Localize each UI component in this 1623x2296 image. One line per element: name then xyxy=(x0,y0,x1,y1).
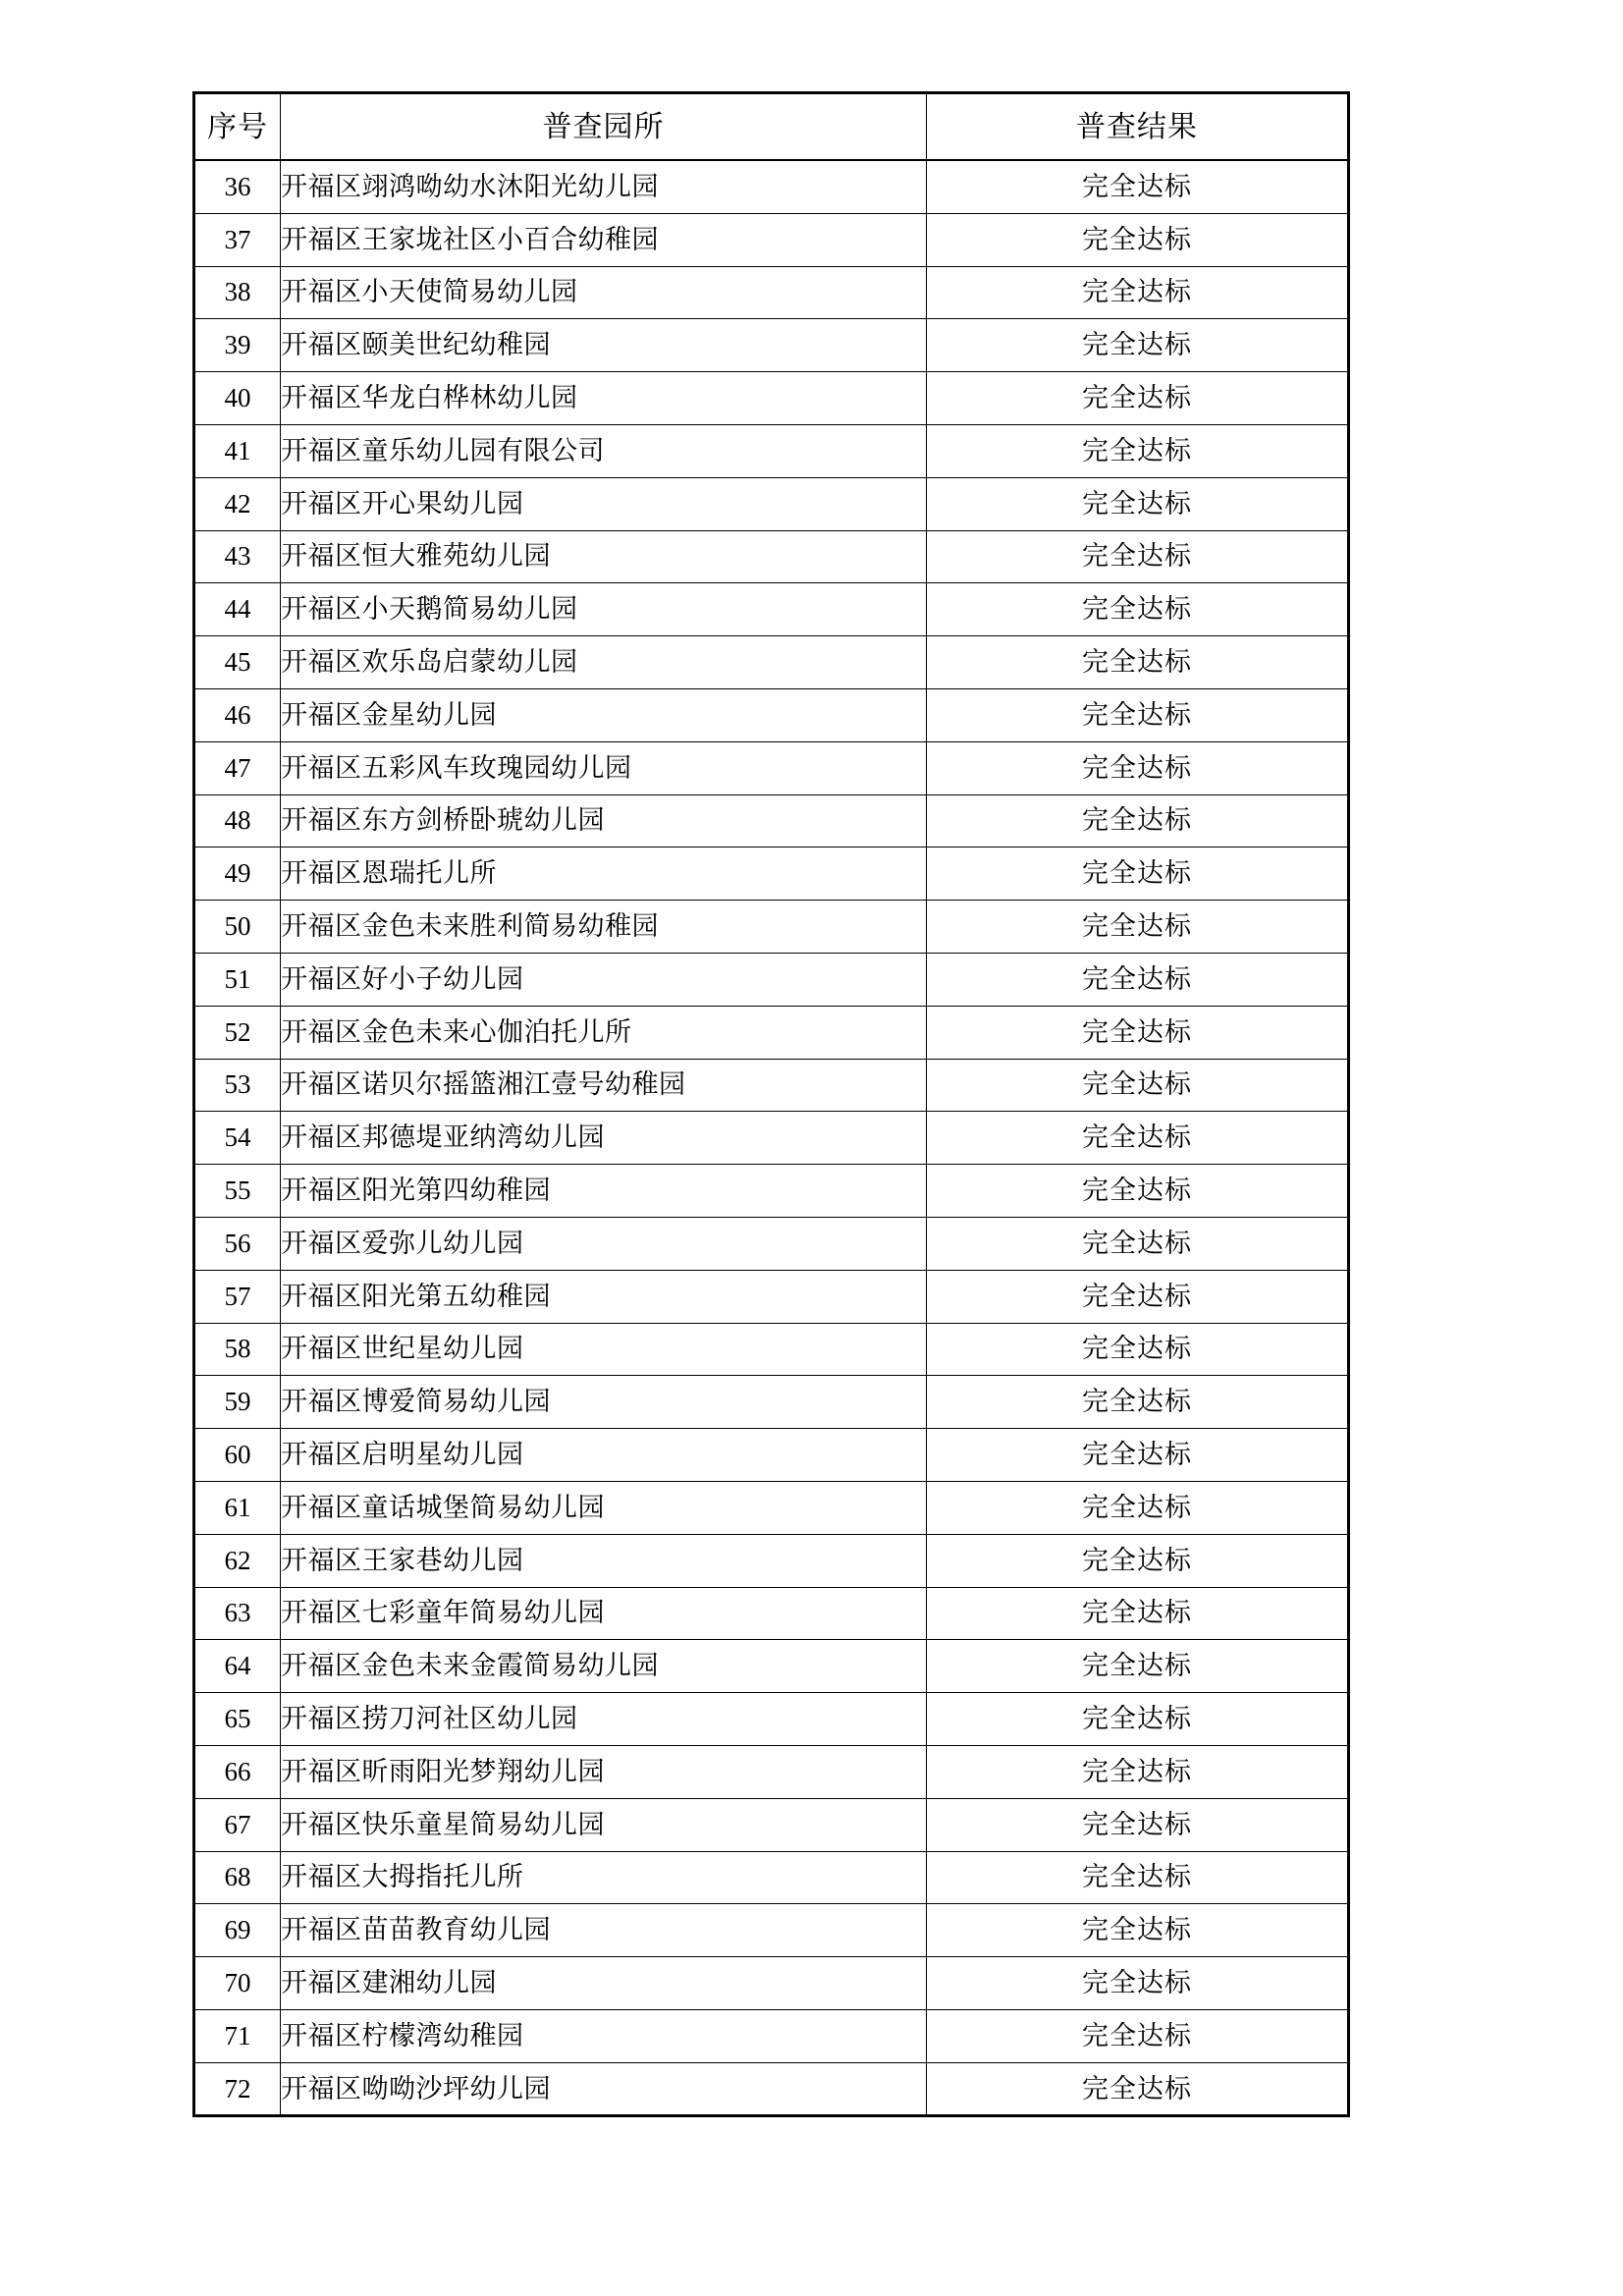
census-table xyxy=(192,91,1350,2117)
cell-sequence: 52 xyxy=(194,1006,281,1059)
cell-institution-name: 开福区金色未来胜利简易幼稚园 xyxy=(281,901,927,954)
table-row xyxy=(194,1745,1349,1798)
cell-institution-name: 开福区好小子幼儿园 xyxy=(281,953,927,1006)
table-row xyxy=(194,847,1349,901)
cell-census-result: 完全达标 xyxy=(927,1165,1349,1218)
table-body xyxy=(194,160,1349,2116)
cell-institution-name: 开福区恒大雅苑幼儿园 xyxy=(281,530,927,583)
cell-sequence: 38 xyxy=(194,266,281,319)
table-row xyxy=(194,1798,1349,1851)
table-row xyxy=(194,266,1349,319)
cell-sequence: 65 xyxy=(194,1693,281,1746)
table-row xyxy=(194,1217,1349,1270)
cell-census-result: 完全达标 xyxy=(927,1429,1349,1482)
cell-institution-name: 开福区苗苗教育幼儿园 xyxy=(281,1904,927,1957)
cell-census-result: 完全达标 xyxy=(927,1693,1349,1746)
cell-census-result: 完全达标 xyxy=(927,741,1349,794)
census-table-wrapper xyxy=(192,91,1347,2117)
cell-institution-name: 开福区世纪星幼儿园 xyxy=(281,1323,927,1376)
cell-sequence: 68 xyxy=(194,1851,281,1904)
cell-census-result: 完全达标 xyxy=(927,1904,1349,1957)
cell-institution-name: 开福区阳光第四幼稚园 xyxy=(281,1165,927,1218)
cell-sequence: 60 xyxy=(194,1429,281,1482)
cell-census-result: 完全达标 xyxy=(927,424,1349,477)
table-row xyxy=(194,1851,1349,1904)
cell-institution-name: 开福区童乐幼儿园有限公司 xyxy=(281,424,927,477)
cell-census-result: 完全达标 xyxy=(927,1059,1349,1112)
cell-institution-name: 开福区五彩风车玫瑰园幼儿园 xyxy=(281,741,927,794)
cell-sequence: 46 xyxy=(194,688,281,741)
table-row xyxy=(194,1059,1349,1112)
cell-institution-name: 开福区童话城堡简易幼儿园 xyxy=(281,1481,927,1534)
cell-sequence: 56 xyxy=(194,1217,281,1270)
cell-sequence: 72 xyxy=(194,2062,281,2116)
cell-sequence: 48 xyxy=(194,794,281,847)
cell-sequence: 54 xyxy=(194,1112,281,1165)
table-row xyxy=(194,1481,1349,1534)
table-row xyxy=(194,424,1349,477)
cell-sequence: 47 xyxy=(194,741,281,794)
table-row xyxy=(194,583,1349,636)
cell-sequence: 43 xyxy=(194,530,281,583)
cell-census-result: 完全达标 xyxy=(927,1217,1349,1270)
cell-census-result: 完全达标 xyxy=(927,1745,1349,1798)
cell-sequence: 45 xyxy=(194,636,281,689)
cell-census-result: 完全达标 xyxy=(927,1640,1349,1693)
cell-census-result: 完全达标 xyxy=(927,688,1349,741)
table-row xyxy=(194,2062,1349,2116)
cell-institution-name: 开福区大拇指托儿所 xyxy=(281,1851,927,1904)
column-header-result: 普查结果 xyxy=(927,93,1349,161)
cell-census-result: 完全达标 xyxy=(927,1006,1349,1059)
cell-census-result: 完全达标 xyxy=(927,477,1349,530)
cell-census-result: 完全达标 xyxy=(927,530,1349,583)
cell-census-result: 完全达标 xyxy=(927,1376,1349,1429)
cell-census-result: 完全达标 xyxy=(927,319,1349,372)
table-row xyxy=(194,636,1349,689)
cell-institution-name: 开福区博爱简易幼儿园 xyxy=(281,1376,927,1429)
cell-sequence: 70 xyxy=(194,1957,281,2010)
table-row xyxy=(194,1640,1349,1693)
table-row xyxy=(194,953,1349,1006)
table-row xyxy=(194,1165,1349,1218)
cell-sequence: 49 xyxy=(194,847,281,901)
cell-sequence: 41 xyxy=(194,424,281,477)
cell-census-result: 完全达标 xyxy=(927,2009,1349,2062)
cell-census-result: 完全达标 xyxy=(927,213,1349,266)
cell-sequence: 50 xyxy=(194,901,281,954)
cell-institution-name: 开福区阳光第五幼稚园 xyxy=(281,1270,927,1323)
cell-census-result: 完全达标 xyxy=(927,372,1349,425)
table-row xyxy=(194,1587,1349,1640)
table-header-row xyxy=(194,93,1349,161)
cell-census-result: 完全达标 xyxy=(927,1957,1349,2010)
cell-sequence: 40 xyxy=(194,372,281,425)
cell-institution-name: 开福区恩瑞托儿所 xyxy=(281,847,927,901)
table-row xyxy=(194,2009,1349,2062)
cell-census-result: 完全达标 xyxy=(927,1534,1349,1587)
table-row xyxy=(194,1323,1349,1376)
table-row xyxy=(194,688,1349,741)
table-row xyxy=(194,213,1349,266)
cell-census-result: 完全达标 xyxy=(927,1798,1349,1851)
cell-sequence: 66 xyxy=(194,1745,281,1798)
cell-census-result: 完全达标 xyxy=(927,794,1349,847)
cell-institution-name: 开福区金色未来心伽泊托儿所 xyxy=(281,1006,927,1059)
cell-institution-name: 开福区东方剑桥卧琥幼儿园 xyxy=(281,794,927,847)
cell-sequence: 39 xyxy=(194,319,281,372)
table-row xyxy=(194,1429,1349,1482)
column-header-sequence: 序号 xyxy=(194,93,281,161)
cell-institution-name: 开福区金色未来金霞简易幼儿园 xyxy=(281,1640,927,1693)
cell-census-result: 完全达标 xyxy=(927,1270,1349,1323)
table-row xyxy=(194,1957,1349,2010)
cell-census-result: 完全达标 xyxy=(927,1587,1349,1640)
cell-census-result: 完全达标 xyxy=(927,266,1349,319)
cell-census-result: 完全达标 xyxy=(927,1112,1349,1165)
table-row xyxy=(194,901,1349,954)
cell-institution-name: 开福区柠檬湾幼稚园 xyxy=(281,2009,927,2062)
cell-institution-name: 开福区颐美世纪幼稚园 xyxy=(281,319,927,372)
cell-institution-name: 开福区七彩童年简易幼儿园 xyxy=(281,1587,927,1640)
cell-institution-name: 开福区金星幼儿园 xyxy=(281,688,927,741)
table-row xyxy=(194,741,1349,794)
table-row xyxy=(194,160,1349,213)
cell-institution-name: 开福区诺贝尔摇篮湘江壹号幼稚园 xyxy=(281,1059,927,1112)
cell-sequence: 59 xyxy=(194,1376,281,1429)
cell-institution-name: 开福区邦德堤亚纳湾幼儿园 xyxy=(281,1112,927,1165)
table-row xyxy=(194,1904,1349,1957)
table-row xyxy=(194,1006,1349,1059)
table-row xyxy=(194,794,1349,847)
cell-sequence: 42 xyxy=(194,477,281,530)
table-row xyxy=(194,1376,1349,1429)
cell-sequence: 57 xyxy=(194,1270,281,1323)
column-header-institution: 普查园所 xyxy=(281,93,927,161)
cell-sequence: 58 xyxy=(194,1323,281,1376)
cell-sequence: 61 xyxy=(194,1481,281,1534)
table-row xyxy=(194,319,1349,372)
cell-census-result: 完全达标 xyxy=(927,2062,1349,2116)
cell-sequence: 71 xyxy=(194,2009,281,2062)
cell-institution-name: 开福区翊鸿呦幼水沐阳光幼儿园 xyxy=(281,160,927,213)
cell-institution-name: 开福区启明星幼儿园 xyxy=(281,1429,927,1482)
cell-census-result: 完全达标 xyxy=(927,1851,1349,1904)
cell-sequence: 37 xyxy=(194,213,281,266)
table-row xyxy=(194,372,1349,425)
cell-census-result: 完全达标 xyxy=(927,901,1349,954)
cell-institution-name: 开福区呦呦沙坪幼儿园 xyxy=(281,2062,927,2116)
table-row xyxy=(194,1270,1349,1323)
cell-institution-name: 开福区爱弥儿幼儿园 xyxy=(281,1217,927,1270)
cell-institution-name: 开福区昕雨阳光梦翔幼儿园 xyxy=(281,1745,927,1798)
cell-sequence: 67 xyxy=(194,1798,281,1851)
cell-census-result: 完全达标 xyxy=(927,953,1349,1006)
table-row xyxy=(194,1112,1349,1165)
cell-census-result: 完全达标 xyxy=(927,1481,1349,1534)
cell-sequence: 44 xyxy=(194,583,281,636)
cell-census-result: 完全达标 xyxy=(927,160,1349,213)
cell-institution-name: 开福区捞刀河社区幼儿园 xyxy=(281,1693,927,1746)
table-row xyxy=(194,477,1349,530)
cell-institution-name: 开福区建湘幼儿园 xyxy=(281,1957,927,2010)
cell-sequence: 55 xyxy=(194,1165,281,1218)
cell-sequence: 36 xyxy=(194,160,281,213)
cell-census-result: 完全达标 xyxy=(927,1323,1349,1376)
table-row xyxy=(194,530,1349,583)
cell-census-result: 完全达标 xyxy=(927,583,1349,636)
table-row xyxy=(194,1534,1349,1587)
cell-sequence: 64 xyxy=(194,1640,281,1693)
cell-institution-name: 开福区华龙白桦林幼儿园 xyxy=(281,372,927,425)
cell-sequence: 51 xyxy=(194,953,281,1006)
cell-institution-name: 开福区欢乐岛启蒙幼儿园 xyxy=(281,636,927,689)
cell-institution-name: 开福区开心果幼儿园 xyxy=(281,477,927,530)
cell-sequence: 62 xyxy=(194,1534,281,1587)
cell-institution-name: 开福区小天鹅简易幼儿园 xyxy=(281,583,927,636)
cell-sequence: 53 xyxy=(194,1059,281,1112)
cell-institution-name: 开福区王家垅社区小百合幼稚园 xyxy=(281,213,927,266)
table-row xyxy=(194,1693,1349,1746)
cell-census-result: 完全达标 xyxy=(927,636,1349,689)
cell-sequence: 69 xyxy=(194,1904,281,1957)
cell-census-result: 完全达标 xyxy=(927,847,1349,901)
cell-institution-name: 开福区快乐童星简易幼儿园 xyxy=(281,1798,927,1851)
cell-institution-name: 开福区王家巷幼儿园 xyxy=(281,1534,927,1587)
cell-institution-name: 开福区小天使简易幼儿园 xyxy=(281,266,927,319)
cell-sequence: 63 xyxy=(194,1587,281,1640)
table-header xyxy=(194,93,1349,161)
